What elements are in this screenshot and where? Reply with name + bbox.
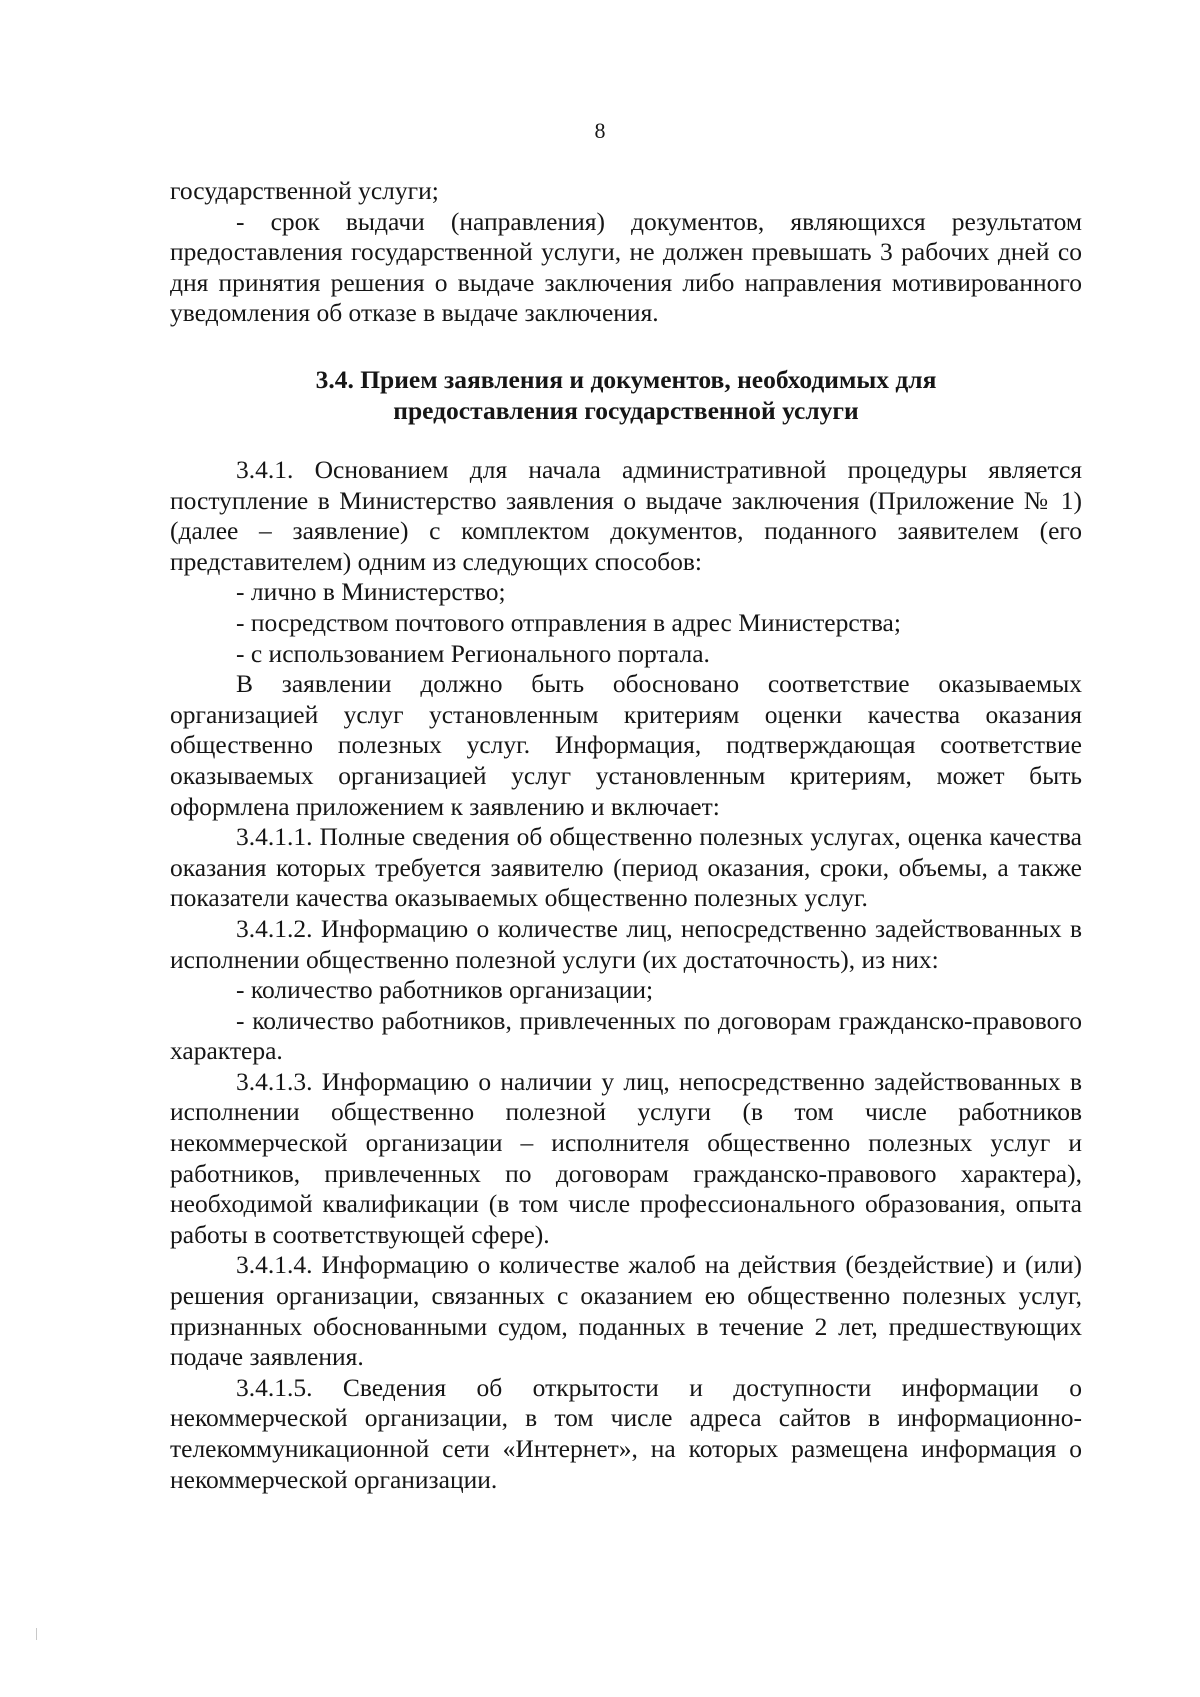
section-heading [170, 364, 1082, 426]
list-item-method-portal: - с использованием Регионального портала. [236, 638, 710, 668]
list-item-staff-contract: - количество работников, привлеченных по договорам гражданско-правового характера. [170, 1005, 1082, 1066]
deadline-paragraph: - срок выдачи (направления) документов, являющихся результатом предоставления государственной услуги, не должен превышать 3 рабочих дней со дня принятия решения о выдаче заключения либо направления мотивированного уведомления об отказе в выдаче заключения. [170, 206, 1082, 328]
intro-block [170, 176, 1082, 329]
intro-continuation: государственной услуги; [170, 176, 439, 205]
section-body [170, 455, 1082, 1495]
list-item-method-mail: - посредством почтового отправления в адрес Министерства; [236, 607, 901, 637]
list-item-method-personal: - лично в Министерство; [236, 577, 506, 607]
scan-artifact-mark [36, 1628, 37, 1640]
page-number: 8 [594, 118, 606, 143]
paragraph-3-4-1-1: 3.4.1.1. Полные сведения об общественно полезных услугах, оценка качества оказания которых требуется заявителю (период оказания, сроки, объемы, а также показатели качества оказываемых общественно полезных услуг. [170, 822, 1082, 913]
paragraph-3-4-1: 3.4.1. Основанием для начала административной процедуры является поступление в Министерство заявления о выдаче заключения (Приложение № 1) (далее – заявление) с комплектом документов, поданного заявителем (его представителем) одним из следующих способов: [170, 455, 1082, 576]
paragraph-3-4-1-3: 3.4.1.3. Информацию о наличии у лиц, непосредственно задействованных в исполнении общественно полезной услуги (в том числе работников некоммерческой организации – исполнителя общественно полезных услуг и работников, привлеченных по договорам гражданско-правового характера), необходимой квалификации (в том числе профессионального образования, опыта работы в соответствующей сфере). [170, 1066, 1082, 1249]
section-heading-line-1: 3.4. Прием заявления и документов, необходимых для [315, 365, 937, 394]
list-item-staff-employees: - количество работников организации; [236, 975, 654, 1005]
paragraph-3-4-1-4: 3.4.1.4. Информацию о количестве жалоб на действия (бездействие) и (или) решения организации, связанных с оказанием ею общественно полезных услуг, признанных обоснованными судом, поданных в течение 2 лет, предшествующих подаче заявления. [170, 1250, 1082, 1372]
paragraph-3-4-1-5: 3.4.1.5. Сведения об открытости и доступности информации о некоммерческой организации, в том числе адреса сайтов в информационно-телекоммуникационной сети «Интернет», на которых размещена информация о некоммерческой организации. [170, 1372, 1082, 1494]
paragraph-3-4-1-2: 3.4.1.2. Информацию о количестве лиц, непосредственно задействованных в исполнении общественно полезной услуги (их достаточность), из них: [170, 913, 1082, 974]
paragraph-justification: В заявлении должно быть обосновано соответствие оказываемых организацией услуг установленным критериям оценки качества оказания общественно полезных услуг. Информация, подтверждающая соответствие оказываемых организацией услуг установленным критериям, может быть оформлена приложением к заявлению и включает: [170, 669, 1082, 821]
section-heading-line-2: предоставления государственной услуги [393, 396, 859, 425]
